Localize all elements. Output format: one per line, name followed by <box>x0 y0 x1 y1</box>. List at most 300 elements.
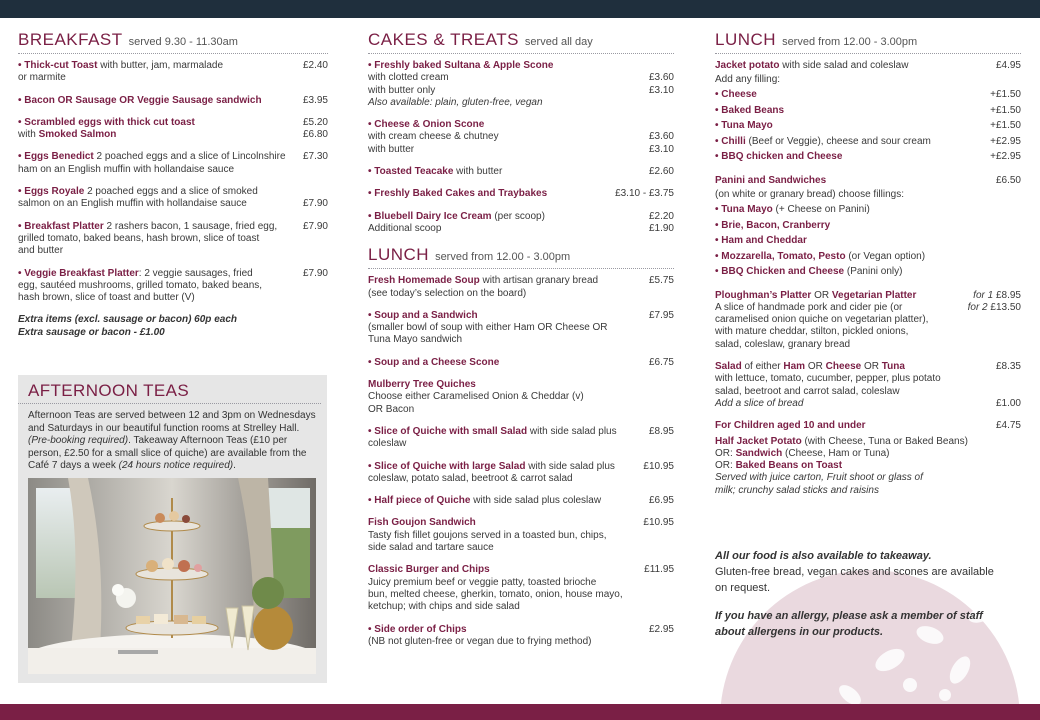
menu-item-price <box>303 151 328 176</box>
panini-sub: (on white or granary bread) choose fillings: <box>715 189 904 201</box>
price-value: £6.95 <box>648 495 674 507</box>
item-name: Fish Goujon Sandwich <box>368 517 476 529</box>
item-name: • Freshly baked Sultana & Apple Scone <box>368 60 554 71</box>
item-name: Sandwich <box>735 447 783 459</box>
item-text: grilled tomato, baked beans, hash brown, slice of toast <box>18 232 260 244</box>
teas-text-c: . Takeaway Afternoon Teas (£10 per person, £2.50 for a small slice of quiche) are available from the Café 7 days a week <box>28 435 307 472</box>
menu-item-price <box>303 186 328 211</box>
item-name: Half Jacket Potato <box>715 435 802 447</box>
menu-item-price <box>671 379 674 416</box>
jacket-fillings <box>715 87 1021 165</box>
menu-item-price <box>649 275 674 300</box>
menu-item <box>368 119 674 156</box>
filling-option <box>715 103 1021 119</box>
item-text: with cream cheese & chutney <box>368 131 499 143</box>
menu-item-line <box>18 129 297 141</box>
menu-item-line <box>368 211 643 223</box>
jacket-potato-block <box>715 60 1021 165</box>
menu-item-price <box>649 60 674 109</box>
ploughman-desc-3: salad, coleslaw, granary bread <box>715 338 851 350</box>
price-value: £7.90 <box>302 267 328 279</box>
text-line <box>715 361 941 373</box>
menu-item-description <box>368 357 649 369</box>
item-text: (per scoop) <box>491 210 545 222</box>
filling-label <box>715 233 807 249</box>
item-text: OR Bacon <box>368 403 415 415</box>
menu-item <box>368 379 674 416</box>
menu-item-line <box>18 117 297 129</box>
children-block <box>715 420 1021 497</box>
menu-item-price <box>649 310 674 347</box>
filling-extra: (Beef or Veggie), cheese and sour cream <box>745 135 931 147</box>
extras-line-1: Extra items (excl. sausage or bacon) 60p each <box>18 314 237 326</box>
ploughman-desc-2: with mature cheddar, stilton, pickled onions, <box>715 326 909 338</box>
menu-item-price <box>643 517 674 554</box>
menu-item-price <box>303 268 328 305</box>
filling-extra: (+ Cheese on Panini) <box>772 204 870 216</box>
menu-item-price <box>303 221 328 258</box>
filling-extra: (Panini only) <box>844 266 903 278</box>
menu-item-description <box>368 211 649 236</box>
item-name: Ham <box>783 361 806 373</box>
panini-head <box>715 175 1021 187</box>
afternoon-teas-title: AFTERNOON TEAS <box>18 375 321 404</box>
menu-item <box>368 60 674 109</box>
filling-option <box>715 233 1021 249</box>
filling-price: +£1.50 <box>990 89 1021 101</box>
filling-label <box>715 264 902 280</box>
afternoon-tea-photo <box>28 478 316 674</box>
filling-price: +£2.95 <box>990 151 1021 163</box>
teas-text-a: Afternoon Teas are served between 12 and 3pm on Wednesdays and Saturdays in our beautiful function rooms at Strelley Hall. <box>28 410 316 434</box>
filling-name: • BBQ chicken and Cheese <box>715 151 843 163</box>
breakfast-items <box>18 60 328 304</box>
menu-item-line <box>368 426 643 438</box>
item-text: (with Cheese, Tuna or Baked Beans) <box>801 435 968 447</box>
lunch-right-heading <box>715 30 1021 54</box>
menu-item-line <box>368 144 643 156</box>
filling-label <box>715 249 925 265</box>
item-name: • Toasted Teacake <box>368 166 454 178</box>
filling-option <box>715 134 1021 150</box>
menu-item-line <box>368 495 643 507</box>
item-name: Jacket potato <box>715 60 780 71</box>
item-name: • Slice of Quiche with small Salad <box>368 425 528 437</box>
menu-item-price <box>649 426 674 451</box>
menu-item-line <box>18 60 297 72</box>
filling-name: • Baked Beans <box>715 104 785 116</box>
item-name: • Scrambled eggs with thick cut toast <box>18 116 195 128</box>
ploughman-b: Vegetarian Platter <box>831 289 917 301</box>
top-bar <box>0 0 1040 18</box>
price-value: £6.80 <box>302 129 328 141</box>
lunch-right-column <box>715 30 1021 497</box>
price-value: £3.60 <box>648 72 674 84</box>
breakfast-title: BREAKFAST <box>18 30 123 49</box>
panini-head-text: Panini and Sandwiches <box>715 174 827 186</box>
menu-item-line <box>18 164 297 176</box>
menu-item-price <box>615 188 674 200</box>
lunch-right-served: served from 12.00 - 3.00pm <box>782 36 918 48</box>
item-text: Choose either Caramelised Onion & Cheddar (v) <box>368 391 584 403</box>
item-name: • Cheese & Onion Scone <box>368 119 485 131</box>
menu-item-description <box>368 426 649 451</box>
item-text: with side salad and coleslaw <box>779 60 909 71</box>
children-price: £4.75 <box>995 420 1021 432</box>
menu-item-line <box>368 322 643 334</box>
item-text: (see today’s selection on the board) <box>368 287 527 299</box>
panini-block <box>715 175 1021 280</box>
menu-item-line <box>368 119 643 131</box>
menu-item-line <box>368 438 643 450</box>
price-value: £8.95 <box>648 425 674 437</box>
price-value <box>649 60 674 72</box>
ploughman-p2-label: for 2 <box>967 301 988 313</box>
item-name: • Freshly Baked Cakes and Traybakes <box>368 188 548 200</box>
extras-line-2: Extra sausage or bacon - £1.00 <box>18 326 165 338</box>
item-name: • Eggs Benedict <box>18 151 94 163</box>
price-value <box>671 379 674 391</box>
item-text: (smaller bowl of soup with either Ham OR Cheese OR <box>368 322 608 334</box>
menu-item-line <box>368 275 643 287</box>
item-text: and butter <box>18 245 64 257</box>
item-text: egg, sautéed mushrooms, grilled tomato, baked beans, <box>18 279 263 291</box>
menu-item-description <box>368 166 649 178</box>
menu-item-price <box>643 461 674 486</box>
menu-item-price <box>649 495 674 507</box>
menu-item-line <box>368 601 638 613</box>
lunch-mid-heading <box>368 245 674 269</box>
lunch-mid-items <box>368 275 674 648</box>
text-line <box>715 460 1021 472</box>
menu-item-line <box>18 72 297 84</box>
item-text: Tuna Mayo sandwich <box>368 334 463 346</box>
lunch-mid-served: served from 12.00 - 3.00pm <box>435 251 571 264</box>
menu-item-description <box>18 268 303 305</box>
filling-label <box>715 103 784 119</box>
item-text: ketchup; with chips and side salad <box>368 601 520 613</box>
price-value: £2.95 <box>648 623 674 635</box>
item-name: • Breakfast Platter <box>18 220 104 232</box>
menu-item <box>18 117 328 142</box>
text-line <box>715 448 1021 460</box>
menu-item <box>18 221 328 258</box>
ploughman-head <box>715 290 1021 302</box>
menu-item-description <box>368 379 671 416</box>
menu-item-line <box>18 198 297 210</box>
menu-item-price <box>649 357 674 369</box>
filling-option <box>715 218 1021 234</box>
item-text: OR <box>861 361 882 373</box>
price-value: £5.75 <box>648 275 674 287</box>
menu-item-line <box>368 461 637 473</box>
item-name: Fresh Homemade Soup <box>368 275 480 287</box>
breakfast-served: served 9.30 - 11.30am <box>128 36 238 48</box>
menu-item-description <box>368 119 649 156</box>
menu-item <box>18 268 328 305</box>
item-text: OR: <box>715 460 736 472</box>
price-value <box>303 186 328 198</box>
filling-option <box>715 264 1021 280</box>
item-name: • Slice of Quiche with large Salad <box>368 460 526 472</box>
item-text: OR <box>805 361 826 373</box>
children-note-0: Served with juice carton, Fruit shoot or glass of <box>715 472 923 484</box>
menu-item-line <box>368 166 643 178</box>
menu-item-line <box>18 151 297 163</box>
ploughman-p1: £8.95 <box>995 289 1021 301</box>
menu-item-price <box>303 117 328 142</box>
cakes-served: served all day <box>524 36 593 48</box>
item-text: with side salad plus <box>527 425 617 437</box>
price-value: £3.95 <box>302 94 328 106</box>
children-head: For Children aged 10 and under <box>715 420 866 432</box>
menu-item-description <box>18 221 303 258</box>
menu-item-line <box>368 357 643 369</box>
filling-name: • BBQ Chicken and Cheese <box>715 266 845 278</box>
item-text: Juicy premium beef or veggie patty, toasted brioche <box>368 576 597 588</box>
item-text: coleslaw, potato salad, beetroot & carrot salad <box>368 472 573 484</box>
menu-item-line <box>18 95 297 107</box>
filling-label <box>715 118 773 134</box>
filling-option <box>715 87 1021 103</box>
item-name: Smoked Salmon <box>38 129 117 141</box>
item-text: Additional scoop <box>368 222 442 234</box>
filling-name: • Cheese <box>715 89 757 101</box>
lunch-right-title: LUNCH <box>715 30 777 49</box>
item-name: Mulberry Tree Quiches <box>368 379 476 391</box>
menu-item-description <box>18 95 303 107</box>
filling-name: • Brie, Bacon, Cranberry <box>715 219 831 231</box>
item-text: coleslaw <box>368 438 407 450</box>
menu-item-line <box>368 310 643 322</box>
menu-item-description <box>368 624 649 649</box>
price-value: £10.95 <box>643 517 674 529</box>
menu-item-line <box>368 334 643 346</box>
panini-price: £6.50 <box>995 174 1021 186</box>
breakfast-column <box>18 30 328 339</box>
price-value: £11.95 <box>644 564 674 576</box>
text-line <box>715 386 941 398</box>
ploughman-desc-0: A slice of handmade pork and cider pie (or <box>715 301 903 313</box>
teas-text-d: (24 hours notice required) <box>118 460 234 472</box>
menu-item-description <box>18 151 303 176</box>
menu-item <box>368 517 674 554</box>
takeaway-info <box>715 548 995 640</box>
menu-item-line <box>368 188 609 200</box>
price-value: £7.90 <box>302 220 328 232</box>
filling-extra: (or Vegan option) <box>845 250 926 262</box>
cakes-heading <box>368 30 674 54</box>
filling-option <box>715 249 1021 265</box>
item-name: • Half piece of Quiche <box>368 495 471 507</box>
price-value: £2.40 <box>302 60 328 71</box>
menu-item <box>368 495 674 507</box>
takeaway-bold: All our food is also available to takeaway. <box>715 550 932 562</box>
breakfast-extras <box>18 314 328 339</box>
filling-name: • Tuna Mayo <box>715 204 773 216</box>
menu-item-line <box>368 517 637 529</box>
price-value <box>649 119 674 131</box>
jacket-head <box>715 60 1021 72</box>
menu-item-line <box>368 636 643 648</box>
item-name: Tuna <box>881 361 905 373</box>
menu-item-line <box>368 72 643 84</box>
salad-block <box>715 361 1021 410</box>
item-name: Baked Beans on Toast <box>735 460 843 472</box>
lunch-mid-title: LUNCH <box>368 245 430 265</box>
item-text: 2 rashers bacon, 1 sausage, fried egg, <box>103 220 278 232</box>
menu-item-line <box>368 564 638 576</box>
item-text: Also available: plain, gluten-free, vegan <box>368 96 543 108</box>
menu-item <box>368 166 674 178</box>
item-text: or marmite <box>18 72 66 84</box>
ploughman-p2: £13.50 <box>990 301 1021 313</box>
item-name: Classic Burger and Chips <box>368 564 490 576</box>
teas-text-e: . <box>233 460 236 472</box>
item-text: with artisan granary bread <box>479 275 599 287</box>
price-value: £3.10 <box>648 143 674 155</box>
item-text: with butter <box>368 143 415 155</box>
item-text: bun, melted cheese, gherkin, tomato, onion, house mayo, <box>368 588 623 600</box>
menu-item-line <box>368 288 643 300</box>
item-text: (NB not gluten-free or vegan due to frying method) <box>368 635 592 647</box>
menu-item <box>368 357 674 369</box>
menu-item-price <box>649 166 674 178</box>
menu-item-price <box>303 60 328 85</box>
menu-item-line <box>368 542 637 554</box>
item-text: salad, beetroot and carrot salad, coleslaw <box>715 385 900 397</box>
item-text: side salad and tartare sauce <box>368 542 494 554</box>
filling-option <box>715 149 1021 165</box>
item-text: with lettuce, tomato, cucumber, pepper, plus potato <box>715 373 941 385</box>
menu-item-price <box>649 119 674 156</box>
menu-item-description <box>368 461 643 486</box>
item-name: • Soup and a Sandwich <box>368 309 478 321</box>
menu-item-description <box>368 564 644 613</box>
teas-text-b: (Pre-booking required) <box>28 435 129 447</box>
item-name: • Thick-cut Toast <box>18 60 98 71</box>
menu-item-price <box>649 624 674 649</box>
children-lines <box>715 436 1021 473</box>
filling-name: • Chilli <box>715 135 746 147</box>
menu-item <box>368 275 674 300</box>
jacket-head-text <box>715 60 996 72</box>
menu-item-price <box>303 95 328 107</box>
menu-item-description <box>368 310 649 347</box>
cakes-title: CAKES & TREATS <box>368 30 519 49</box>
item-text: with side salad plus <box>525 460 615 472</box>
cakes-items <box>368 60 674 235</box>
item-name: • Side order of Chips <box>368 623 467 635</box>
item-text: of either <box>741 361 784 373</box>
ploughman-block <box>715 290 1021 351</box>
menu-item-price <box>649 211 674 236</box>
menu-item-line <box>18 221 297 233</box>
salad-price: £8.35 <box>995 361 1021 373</box>
menu-item-line <box>18 292 297 304</box>
item-name: Cheese <box>825 361 862 373</box>
menu-item <box>18 186 328 211</box>
salad-lines <box>715 361 941 398</box>
item-text: ham on an English muffin with hollandaise sauce <box>18 163 235 175</box>
item-name: • Soup and a Cheese Scone <box>368 356 500 368</box>
menu-item-line <box>18 186 297 198</box>
price-value: £3.10 <box>648 84 674 96</box>
item-text: with side salad plus coleslaw <box>470 495 602 507</box>
children-note-1: milk; crunchy salad sticks and raisins <box>715 484 879 496</box>
price-value: £2.20 <box>648 210 674 222</box>
item-text: (Cheese, Ham or Tuna) <box>782 447 890 459</box>
salad-add: Add a slice of bread <box>715 397 804 409</box>
item-text: OR: <box>715 447 736 459</box>
ploughman-row2 <box>715 302 1021 314</box>
cakes-lunch-column <box>368 30 674 658</box>
filling-price: +£1.50 <box>990 120 1021 132</box>
menu-item-description <box>368 188 615 200</box>
menu-item-line <box>18 245 297 257</box>
panini-fillings <box>715 202 1021 280</box>
price-value: £1.90 <box>648 222 674 234</box>
item-name: Salad <box>715 361 742 373</box>
afternoon-teas-box <box>18 375 327 683</box>
price-value: £3.10 - £3.75 <box>615 188 674 200</box>
menu-item-description <box>368 517 643 554</box>
filling-option <box>715 202 1021 218</box>
salad-add-price: £1.00 <box>995 397 1021 409</box>
ploughman-p1-label: for 1 <box>973 289 994 301</box>
menu-item-description <box>368 60 649 109</box>
menu-item-line <box>18 280 297 292</box>
menu-item-line <box>368 404 665 416</box>
menu-item <box>368 310 674 347</box>
filling-option <box>715 118 1021 134</box>
filling-label <box>715 149 842 165</box>
menu-item-line <box>368 131 643 143</box>
menu-item-description <box>18 186 303 211</box>
filling-price: +£2.95 <box>990 135 1021 147</box>
menu-item-description <box>368 495 649 507</box>
menu-item-line <box>18 233 297 245</box>
ploughman-or: OR <box>811 289 832 301</box>
item-name: • Bacon OR Sausage OR Veggie Sausage sandwich <box>18 94 262 106</box>
filling-name: • Tuna Mayo <box>715 120 773 132</box>
menu-item <box>368 188 674 200</box>
menu-item <box>368 624 674 649</box>
menu-item <box>368 564 674 613</box>
text-line <box>715 373 941 385</box>
menu-item-line <box>368 60 643 72</box>
menu-item-description <box>18 60 303 85</box>
ploughman-a: Ploughman’s Platter <box>715 289 812 301</box>
filling-name: • Mozzarella, Tomato, Pesto <box>715 250 846 262</box>
menu-item-line <box>368 577 638 589</box>
item-text: Tasty fish fillet goujons served in a toasted bun, chips, <box>368 529 607 541</box>
filling-label <box>715 87 757 103</box>
ploughman-desc-1: caramelised onion quiche on vegetarian platter), <box>715 314 929 326</box>
price-value: £10.95 <box>643 460 674 472</box>
price-value: £2.60 <box>648 166 674 178</box>
price-value: £7.30 <box>302 151 328 163</box>
menu-item <box>368 426 674 451</box>
menu-item-line <box>368 473 637 485</box>
menu-item <box>18 60 328 85</box>
item-text: 2 poached eggs and a slice of smoked <box>84 186 258 198</box>
price-value: £7.95 <box>648 309 674 321</box>
menu-item-description <box>368 275 649 300</box>
item-text: with clotted cream <box>368 72 449 84</box>
filling-label <box>715 202 870 218</box>
menu-item-description <box>18 117 303 142</box>
